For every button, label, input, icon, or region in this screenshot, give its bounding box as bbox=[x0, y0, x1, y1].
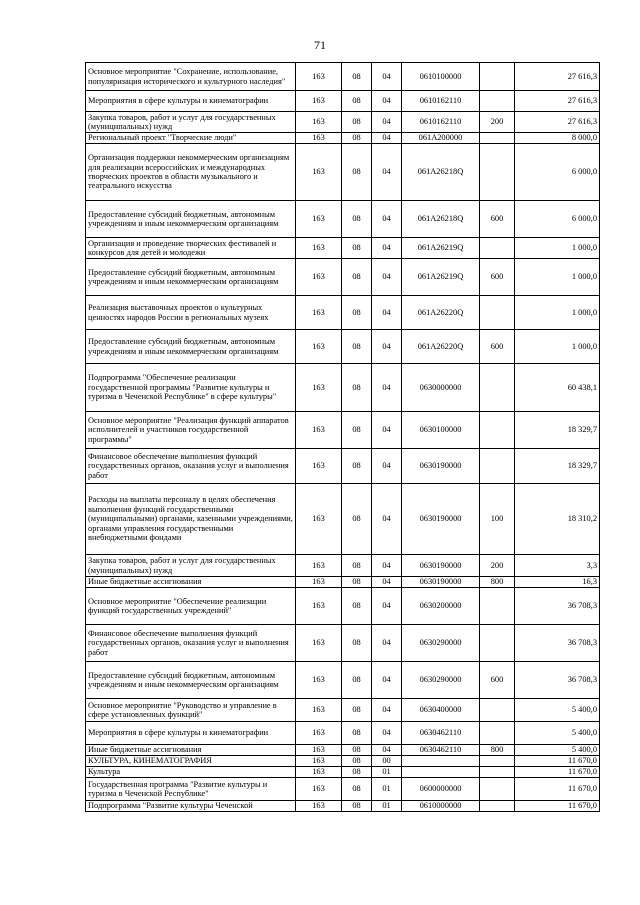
subsection-code-cell: 04 bbox=[372, 555, 402, 577]
table-row bbox=[86, 330, 600, 364]
subsection-code-cell: 04 bbox=[372, 662, 402, 699]
amount-cell: 18 329,7 bbox=[515, 449, 600, 484]
section-code-cell: 08 bbox=[342, 201, 372, 238]
subsection-code-cell: 04 bbox=[372, 588, 402, 625]
target-article-cell: 0630190000 bbox=[402, 577, 480, 588]
table-row bbox=[86, 662, 600, 699]
expense-type-cell bbox=[480, 144, 515, 201]
target-article-cell bbox=[402, 756, 480, 767]
target-article-cell: 0630462110 bbox=[402, 722, 480, 745]
page-number: 71 bbox=[314, 38, 326, 52]
ministry-code-cell: 163 bbox=[296, 296, 342, 330]
expense-name-cell: Основное мероприятие "Сохранение, использование, популяризация исторического и культурного наследия" bbox=[86, 63, 296, 91]
expense-name-cell: Организация и проведение творческих фестивалей и конкурсов для детей и молодежи bbox=[86, 238, 296, 259]
ministry-code-cell: 163 bbox=[296, 801, 342, 812]
table-row bbox=[86, 588, 600, 625]
ministry-code-cell: 163 bbox=[296, 412, 342, 449]
expense-name-cell: Основное мероприятие "Руководство и управление в сфере установленных функций" bbox=[86, 699, 296, 722]
ministry-code-cell: 163 bbox=[296, 91, 342, 112]
expense-type-cell bbox=[480, 91, 515, 112]
ministry-code-cell: 163 bbox=[296, 767, 342, 778]
table-row bbox=[86, 364, 600, 412]
ministry-code-cell: 163 bbox=[296, 625, 342, 662]
ministry-code-cell: 163 bbox=[296, 588, 342, 625]
expense-type-cell: 600 bbox=[480, 201, 515, 238]
section-code-cell: 08 bbox=[342, 625, 372, 662]
subsection-code-cell: 04 bbox=[372, 144, 402, 201]
expense-type-cell bbox=[480, 63, 515, 91]
ministry-code-cell: 163 bbox=[296, 144, 342, 201]
section-code-cell: 08 bbox=[342, 144, 372, 201]
subsection-code-cell: 00 bbox=[372, 756, 402, 767]
expense-name-cell: Подпрограмма "Обеспечение реализации государственной программы "Развитие культуры и туризма в Чеченской Республике" в сфере культуры" bbox=[86, 364, 296, 412]
subsection-code-cell: 04 bbox=[372, 449, 402, 484]
expense-name-cell: Предоставление субсидий бюджетным, автономным учреждениям и иным некоммерческим организациям bbox=[86, 259, 296, 296]
section-code-cell: 08 bbox=[342, 484, 372, 555]
amount-cell: 3,3 bbox=[515, 555, 600, 577]
target-article-cell: 0630200000 bbox=[402, 588, 480, 625]
ministry-code-cell: 163 bbox=[296, 133, 342, 144]
subsection-code-cell: 04 bbox=[372, 625, 402, 662]
subsection-code-cell: 04 bbox=[372, 259, 402, 296]
ministry-code-cell: 163 bbox=[296, 756, 342, 767]
expense-type-cell bbox=[480, 756, 515, 767]
expense-name-cell: Мероприятия в сфере культуры и кинематографии bbox=[86, 91, 296, 112]
subsection-code-cell: 01 bbox=[372, 778, 402, 801]
target-article-cell: 0630100000 bbox=[402, 412, 480, 449]
expense-name-cell: Финансовое обеспечение выполнения функций государственных органов, оказания услуг и выполнения работ bbox=[86, 625, 296, 662]
target-article-cell: 061A26219Q bbox=[402, 259, 480, 296]
table-row bbox=[86, 756, 600, 767]
target-article-cell: 0630290000 bbox=[402, 662, 480, 699]
section-code-cell: 08 bbox=[342, 767, 372, 778]
amount-cell: 6 000,0 bbox=[515, 144, 600, 201]
amount-cell: 5 400,0 bbox=[515, 745, 600, 756]
section-code-cell: 08 bbox=[342, 449, 372, 484]
ministry-code-cell: 163 bbox=[296, 449, 342, 484]
target-article-cell: 0630190000 bbox=[402, 484, 480, 555]
ministry-code-cell: 163 bbox=[296, 63, 342, 91]
table-row bbox=[86, 555, 600, 577]
table-row bbox=[86, 577, 600, 588]
subsection-code-cell: 04 bbox=[372, 201, 402, 238]
expense-type-cell: 800 bbox=[480, 745, 515, 756]
target-article-cell: 061A26220Q bbox=[402, 330, 480, 364]
table-row bbox=[86, 144, 600, 201]
amount-cell: 1 000,0 bbox=[515, 259, 600, 296]
target-article-cell: 0610000000 bbox=[402, 801, 480, 812]
ministry-code-cell: 163 bbox=[296, 555, 342, 577]
section-code-cell: 08 bbox=[342, 112, 372, 133]
expense-type-cell: 600 bbox=[480, 330, 515, 364]
expense-type-cell bbox=[480, 449, 515, 484]
section-code-cell: 08 bbox=[342, 662, 372, 699]
section-code-cell: 08 bbox=[342, 778, 372, 801]
expense-name-cell: Иные бюджетные ассигнования bbox=[86, 745, 296, 756]
expense-name-cell: Основное мероприятие "Обеспечение реализации функций государственных учреждений" bbox=[86, 588, 296, 625]
subsection-code-cell: 01 bbox=[372, 801, 402, 812]
amount-cell: 18 310,2 bbox=[515, 484, 600, 555]
amount-cell: 60 438,1 bbox=[515, 364, 600, 412]
section-code-cell: 08 bbox=[342, 238, 372, 259]
table-row bbox=[86, 63, 600, 91]
table-row bbox=[86, 412, 600, 449]
expense-type-cell bbox=[480, 364, 515, 412]
subsection-code-cell: 04 bbox=[372, 484, 402, 555]
subsection-code-cell: 04 bbox=[372, 133, 402, 144]
ministry-code-cell: 163 bbox=[296, 722, 342, 745]
target-article-cell: 061A26218Q bbox=[402, 201, 480, 238]
subsection-code-cell: 04 bbox=[372, 91, 402, 112]
target-article-cell bbox=[402, 767, 480, 778]
ministry-code-cell: 163 bbox=[296, 662, 342, 699]
amount-cell: 11 670,0 bbox=[515, 778, 600, 801]
section-code-cell: 08 bbox=[342, 745, 372, 756]
table-row bbox=[86, 91, 600, 112]
expense-name-cell: Мероприятия в сфере культуры и кинематографии bbox=[86, 722, 296, 745]
expense-type-cell: 100 bbox=[480, 484, 515, 555]
target-article-cell: 0630290000 bbox=[402, 625, 480, 662]
expense-name-cell: Закупка товаров, работ и услуг для государственных (муниципальных) нужд bbox=[86, 555, 296, 577]
target-article-cell: 0630400000 bbox=[402, 699, 480, 722]
amount-cell: 18 329,7 bbox=[515, 412, 600, 449]
expense-type-cell: 600 bbox=[480, 259, 515, 296]
section-code-cell: 08 bbox=[342, 133, 372, 144]
subsection-code-cell: 04 bbox=[372, 238, 402, 259]
section-code-cell: 08 bbox=[342, 259, 372, 296]
table-row bbox=[86, 238, 600, 259]
expense-type-cell bbox=[480, 238, 515, 259]
ministry-code-cell: 163 bbox=[296, 259, 342, 296]
amount-cell: 5 400,0 bbox=[515, 699, 600, 722]
section-code-cell: 08 bbox=[342, 364, 372, 412]
expense-type-cell bbox=[480, 801, 515, 812]
expense-type-cell: 600 bbox=[480, 662, 515, 699]
expense-type-cell bbox=[480, 767, 515, 778]
table-row bbox=[86, 745, 600, 756]
budget-table-body bbox=[86, 63, 600, 812]
expense-type-cell bbox=[480, 625, 515, 662]
table-row bbox=[86, 112, 600, 133]
section-code-cell: 08 bbox=[342, 330, 372, 364]
ministry-code-cell: 163 bbox=[296, 699, 342, 722]
table-row bbox=[86, 767, 600, 778]
table-row bbox=[86, 801, 600, 812]
amount-cell: 1 000,0 bbox=[515, 238, 600, 259]
ministry-code-cell: 163 bbox=[296, 330, 342, 364]
target-article-cell: 0610162110 bbox=[402, 91, 480, 112]
expense-type-cell bbox=[480, 133, 515, 144]
expense-name-cell: Региональный проект "Творческие люди" bbox=[86, 133, 296, 144]
expense-type-cell bbox=[480, 412, 515, 449]
expense-type-cell bbox=[480, 778, 515, 801]
subsection-code-cell: 04 bbox=[372, 63, 402, 91]
ministry-code-cell: 163 bbox=[296, 364, 342, 412]
amount-cell: 27 616,3 bbox=[515, 63, 600, 91]
expense-type-cell bbox=[480, 588, 515, 625]
section-code-cell: 08 bbox=[342, 63, 372, 91]
table-row bbox=[86, 484, 600, 555]
expense-name-cell: Предоставление субсидий бюджетным, автономным учреждениям и иным некоммерческим организациям bbox=[86, 662, 296, 699]
expense-name-cell: Культура bbox=[86, 767, 296, 778]
target-article-cell: 0630190000 bbox=[402, 555, 480, 577]
amount-cell: 27 616,3 bbox=[515, 112, 600, 133]
section-code-cell: 08 bbox=[342, 296, 372, 330]
subsection-code-cell: 04 bbox=[372, 412, 402, 449]
expense-name-cell: Подпрограмма "Развитие культуры Чеченской bbox=[86, 801, 296, 812]
amount-cell: 5 400,0 bbox=[515, 722, 600, 745]
expense-name-cell: Государственная программа "Развитие культуры и туризма в Чеченской Республике" bbox=[86, 778, 296, 801]
table-row bbox=[86, 449, 600, 484]
ministry-code-cell: 163 bbox=[296, 201, 342, 238]
section-code-cell: 08 bbox=[342, 699, 372, 722]
target-article-cell: 0610100000 bbox=[402, 63, 480, 91]
subsection-code-cell: 04 bbox=[372, 722, 402, 745]
table-row bbox=[86, 625, 600, 662]
table-row bbox=[86, 296, 600, 330]
subsection-code-cell: 01 bbox=[372, 767, 402, 778]
amount-cell: 8 000,0 bbox=[515, 133, 600, 144]
ministry-code-cell: 163 bbox=[296, 778, 342, 801]
amount-cell: 16,3 bbox=[515, 577, 600, 588]
subsection-code-cell: 04 bbox=[372, 577, 402, 588]
amount-cell: 6 000,0 bbox=[515, 201, 600, 238]
amount-cell: 36 708,3 bbox=[515, 662, 600, 699]
table-row bbox=[86, 699, 600, 722]
amount-cell: 11 670,0 bbox=[515, 801, 600, 812]
section-code-cell: 08 bbox=[342, 555, 372, 577]
section-code-cell: 08 bbox=[342, 91, 372, 112]
table-row bbox=[86, 778, 600, 801]
expense-name-cell: Финансовое обеспечение выполнения функций государственных органов, оказания услуг и выполнения работ bbox=[86, 449, 296, 484]
expense-name-cell: Предоставление субсидий бюджетным, автономным учреждениям и иным некоммерческим организациям bbox=[86, 201, 296, 238]
amount-cell: 1 000,0 bbox=[515, 296, 600, 330]
target-article-cell: 061A26220Q bbox=[402, 296, 480, 330]
target-article-cell: 061A26219Q bbox=[402, 238, 480, 259]
target-article-cell: 061A26218Q bbox=[402, 144, 480, 201]
ministry-code-cell: 163 bbox=[296, 577, 342, 588]
expense-name-cell: Организация поддержки некоммерческим организациям для реализации всероссийских и международных творческих проектов в области музыкального и театрального искусства bbox=[86, 144, 296, 201]
subsection-code-cell: 04 bbox=[372, 330, 402, 364]
expense-name-cell: КУЛЬТУРА, КИНЕМАТОГРАФИЯ bbox=[86, 756, 296, 767]
ministry-code-cell: 163 bbox=[296, 745, 342, 756]
subsection-code-cell: 04 bbox=[372, 745, 402, 756]
subsection-code-cell: 04 bbox=[372, 699, 402, 722]
subsection-code-cell: 04 bbox=[372, 296, 402, 330]
expense-name-cell: Расходы на выплаты персоналу в целях обеспечения выполнения функций государственными (муниципальными) органами, казенными учреждениями, органами управления государственными внебюджетными фондами bbox=[86, 484, 296, 555]
section-code-cell: 08 bbox=[342, 577, 372, 588]
section-code-cell: 08 bbox=[342, 756, 372, 767]
target-article-cell: 0630462110 bbox=[402, 745, 480, 756]
amount-cell: 27 616,3 bbox=[515, 91, 600, 112]
amount-cell: 11 670,0 bbox=[515, 767, 600, 778]
section-code-cell: 08 bbox=[342, 588, 372, 625]
table-row bbox=[86, 722, 600, 745]
expense-name-cell: Основное мероприятие "Реализация функций аппаратов исполнителей и участников государственной программы" bbox=[86, 412, 296, 449]
ministry-code-cell: 163 bbox=[296, 484, 342, 555]
amount-cell: 36 708,3 bbox=[515, 625, 600, 662]
ministry-code-cell: 163 bbox=[296, 238, 342, 259]
subsection-code-cell: 04 bbox=[372, 364, 402, 412]
target-article-cell: 0600000000 bbox=[402, 778, 480, 801]
target-article-cell: 0630000000 bbox=[402, 364, 480, 412]
target-article-cell: 0610162110 bbox=[402, 112, 480, 133]
expense-name-cell: Иные бюджетные ассигнования bbox=[86, 577, 296, 588]
table-row bbox=[86, 133, 600, 144]
table-row bbox=[86, 201, 600, 238]
expense-type-cell: 200 bbox=[480, 555, 515, 577]
expense-type-cell bbox=[480, 296, 515, 330]
target-article-cell: 0630190000 bbox=[402, 449, 480, 484]
amount-cell: 36 708,3 bbox=[515, 588, 600, 625]
section-code-cell: 08 bbox=[342, 722, 372, 745]
expense-type-cell: 200 bbox=[480, 112, 515, 133]
expense-name-cell: Реализация выставочных проектов о культурных ценностях народов России в региональных музеях bbox=[86, 296, 296, 330]
table-row bbox=[86, 259, 600, 296]
ministry-code-cell: 163 bbox=[296, 112, 342, 133]
subsection-code-cell: 04 bbox=[372, 112, 402, 133]
section-code-cell: 08 bbox=[342, 412, 372, 449]
target-article-cell: 061A200000 bbox=[402, 133, 480, 144]
amount-cell: 11 670,0 bbox=[515, 756, 600, 767]
expense-type-cell: 800 bbox=[480, 577, 515, 588]
amount-cell: 1 000,0 bbox=[515, 330, 600, 364]
expense-name-cell: Предоставление субсидий бюджетным, автономным учреждениям и иным некоммерческим организациям bbox=[86, 330, 296, 364]
expense-name-cell: Закупка товаров, работ и услуг для государственных (муниципальных) нужд bbox=[86, 112, 296, 133]
budget-table bbox=[85, 62, 600, 812]
section-code-cell: 08 bbox=[342, 801, 372, 812]
expense-type-cell bbox=[480, 699, 515, 722]
expense-type-cell bbox=[480, 722, 515, 745]
